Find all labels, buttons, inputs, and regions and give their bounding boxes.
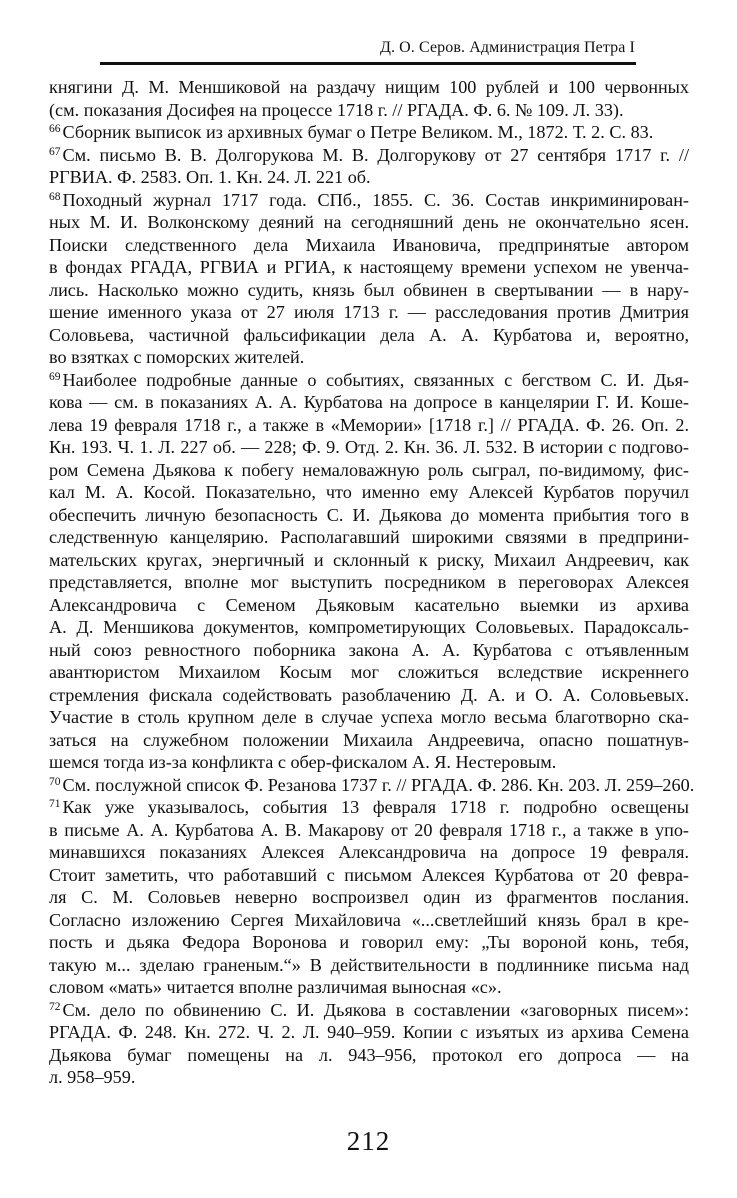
- line-text: мательских кругах, энергичный и склонный к риску, Михаил Андреевич, как: [49, 549, 689, 570]
- text-line: [49, 256, 689, 279]
- text-line: [49, 1066, 689, 1089]
- text-line: [49, 189, 689, 212]
- line-text: Участие в столь крупном деле в случае успеха могло весьма благотворно ска-: [49, 707, 689, 727]
- line-text: лись. Насколько можно судить, князь был обвинен в свертывании — в нару-: [49, 279, 689, 300]
- line-text: в фондах РГАДА, РГВИА и РГИА, к настоящему времени успехом не увенча-: [49, 257, 689, 277]
- footnote-number: 68: [49, 190, 61, 203]
- line-text: ля С. М. Соловьев неверно воспроизвел один из фрагментов послания.: [49, 887, 689, 907]
- line-text: представляется, вполне мог выступить посредником в переговорах Алексея: [49, 572, 689, 592]
- line-text: См. послужной список Ф. Резанова 1737 г. // РГАДА. Ф. 286. Кн. 203. Л. 259–260.: [62, 774, 695, 795]
- text-line: [49, 436, 689, 459]
- text-line: [49, 526, 689, 549]
- line-text: ром Семена Дьякова к побегу немаловажную роль сыграл, по-видимому, фис-: [49, 459, 689, 480]
- line-text: ных М. И. Волконскому деяний на сегодняшний день не окончательно ясен.: [49, 212, 689, 232]
- line-text: Согласно изложению Сергея Михайловича «...светлейший князь брал в кре-: [49, 909, 689, 930]
- line-text: стремления фискала содействовать разоблачению Д. А. и О. А. Соловьевых.: [49, 684, 689, 705]
- text-line: [49, 121, 689, 144]
- text-line: [49, 166, 689, 189]
- footnote-number: 70: [49, 775, 61, 788]
- line-text: лева 19 февраля 1718 г., а также в «Мемории» [1718 г.] // РГАДА. Ф. 26. Оп. 2.: [49, 414, 689, 435]
- line-text: Как уже указывалось, события 13 февраля 1718 г. подробно освещены: [62, 797, 689, 817]
- line-text: Поиски следственного дела Михаила Ивановича, предпринятые автором: [49, 234, 689, 255]
- line-text: словом «мать» читается вполне различимая выносная «с».: [49, 977, 502, 997]
- line-text: минавшихся показаниях Алексея Александровича на допросе 19 февраля.: [49, 842, 689, 862]
- line-text: следственную канцелярию. Располагавший широкими связями в предприни-: [49, 527, 689, 547]
- text-line: [49, 594, 689, 617]
- text-line: [49, 639, 689, 662]
- text-line: [49, 1021, 689, 1044]
- text-line: [49, 76, 689, 99]
- text-line: [49, 234, 689, 257]
- text-line: [49, 841, 689, 864]
- text-line: [49, 391, 689, 414]
- text-line: [49, 796, 689, 819]
- line-text: Сборник выписок из архивных бумаг о Петре Великом. М., 1872. Т. 2. С. 83.: [62, 122, 654, 142]
- text-line: [49, 909, 689, 932]
- footnote-number: 69: [49, 370, 61, 383]
- line-text: ный союз ревностного поборника закона А. А. Курбатова с отъявленным: [49, 639, 689, 660]
- text-line: [49, 504, 689, 527]
- text-line: [49, 729, 689, 752]
- text-line: [49, 211, 689, 234]
- line-text: обеспечить личную безопасность С. И. Дьякова до момента прибытия того в: [49, 504, 689, 525]
- text-line: [49, 346, 689, 369]
- line-text: Александровича с Семеном Дьяковым касательно выемки из архива: [49, 594, 689, 615]
- text-line: [49, 684, 689, 707]
- footnote-number: 72: [49, 1000, 61, 1013]
- footnotes-block: [49, 76, 695, 1089]
- line-text: См. дело по обвинению С. И. Дьякова в составлении «заговорных писем»:: [62, 999, 689, 1020]
- text-line: [49, 886, 689, 909]
- line-text: в письме А. А. Курбатова А. В. Макарову от 20 февраля 1718 г., а также в упо-: [49, 819, 689, 840]
- text-line: [49, 774, 695, 797]
- text-line: [49, 369, 689, 392]
- text-line: [49, 751, 689, 774]
- line-text: РГАДА. Ф. 248. Кн. 272. Ч. 2. Л. 940–959. Копии с изъятых из архива Семена: [49, 1022, 689, 1042]
- text-line: [49, 954, 689, 977]
- text-line: [49, 301, 689, 324]
- line-text: А. Д. Меншикова документов, компрометирующих Соловьевых. Парадоксаль-: [49, 617, 689, 637]
- line-text: заться на служебном положении Михаила Андреевича, опасно пошатнув-: [49, 729, 689, 750]
- line-text: Походный журнал 1717 года. СПб., 1855. С. 36. Состав инкриминирован-: [62, 189, 689, 210]
- line-text: Дьякова бумаг помещены на л. 943–956, протокол его допроса — на: [49, 1044, 689, 1065]
- text-line: [49, 999, 689, 1022]
- text-line: [49, 706, 689, 729]
- line-text: авантюристом Михаилом Косым мог сложиться вследствие искреннего: [49, 662, 689, 682]
- text-line: [49, 99, 689, 122]
- text-line: [49, 931, 689, 954]
- text-line: [49, 459, 689, 482]
- header-rule: [100, 62, 636, 65]
- line-text: во взятках с поморских жителей.: [49, 347, 305, 367]
- line-text: шение именного указа от 27 июля 1713 г. — расследования против Дмитрия: [49, 302, 689, 322]
- line-text: пость и дьяка Федора Воронова и говорил ему: „Ты вороной конь, тебя,: [49, 932, 689, 952]
- line-text: Кн. 193. Ч. 1. Л. 227 об. — 228; Ф. 9. Отд. 2. Кн. 36. Л. 532. В истории с подгово-: [49, 437, 689, 457]
- line-text: кал М. А. Косой. Показательно, что именно ему Алексей Курбатов поручил: [49, 482, 689, 502]
- line-text: См. письмо В. В. Долгорукова М. В. Долгорукову от 27 сентября 1717 г. //: [62, 144, 689, 165]
- text-line: [49, 976, 689, 999]
- text-line: [49, 864, 689, 887]
- line-text: РГВИА. Ф. 2583. Оп. 1. Кн. 24. Л. 221 об.: [49, 167, 371, 187]
- text-line: [49, 279, 689, 302]
- text-line: [49, 324, 689, 347]
- line-text: л. 958–959.: [49, 1067, 136, 1087]
- text-line: [49, 549, 689, 572]
- text-line: [49, 414, 689, 437]
- text-line: [49, 571, 689, 594]
- footnote-number: 66: [49, 123, 61, 135]
- line-text: Наиболее подробные данные о событиях, связанных с бегством С. И. Дья-: [62, 369, 689, 390]
- line-text: такую м... зделаю граненым.“» В действительности в подлиннике письма над: [49, 954, 689, 975]
- page-number: 212: [346, 1126, 391, 1156]
- line-text: кова — см. в показаниях А. А. Курбатова на допросе в канцелярии Г. И. Коше-: [49, 392, 689, 412]
- line-text: (см. показания Досифея на процессе 1718 г. // РГАДА. Ф. 6. № 109. Л. 33).: [49, 99, 624, 120]
- line-text: Стоит заметить, что работавший с письмом Алексея Курбатова от 20 февра-: [49, 864, 689, 885]
- text-line: [49, 661, 689, 684]
- footnote-number: 71: [49, 798, 61, 810]
- text-line: [49, 616, 689, 639]
- running-head: Д. О. Серов. Администрация Петра I: [379, 39, 635, 56]
- text-line: [49, 1044, 689, 1067]
- line-text: княгини Д. М. Меншиковой на раздачу нищим 100 рублей и 100 червонных: [49, 77, 689, 97]
- line-text: Соловьева, частичной фальсификации дела А. А. Курбатова и, вероятно,: [49, 324, 689, 345]
- text-line: [49, 819, 689, 842]
- footnote-number: 67: [49, 145, 61, 158]
- text-line: [49, 144, 689, 167]
- text-line: [49, 481, 689, 504]
- line-text: шемся тогда из-за конфликта с обер-фискалом А. Я. Нестеровым.: [49, 752, 557, 772]
